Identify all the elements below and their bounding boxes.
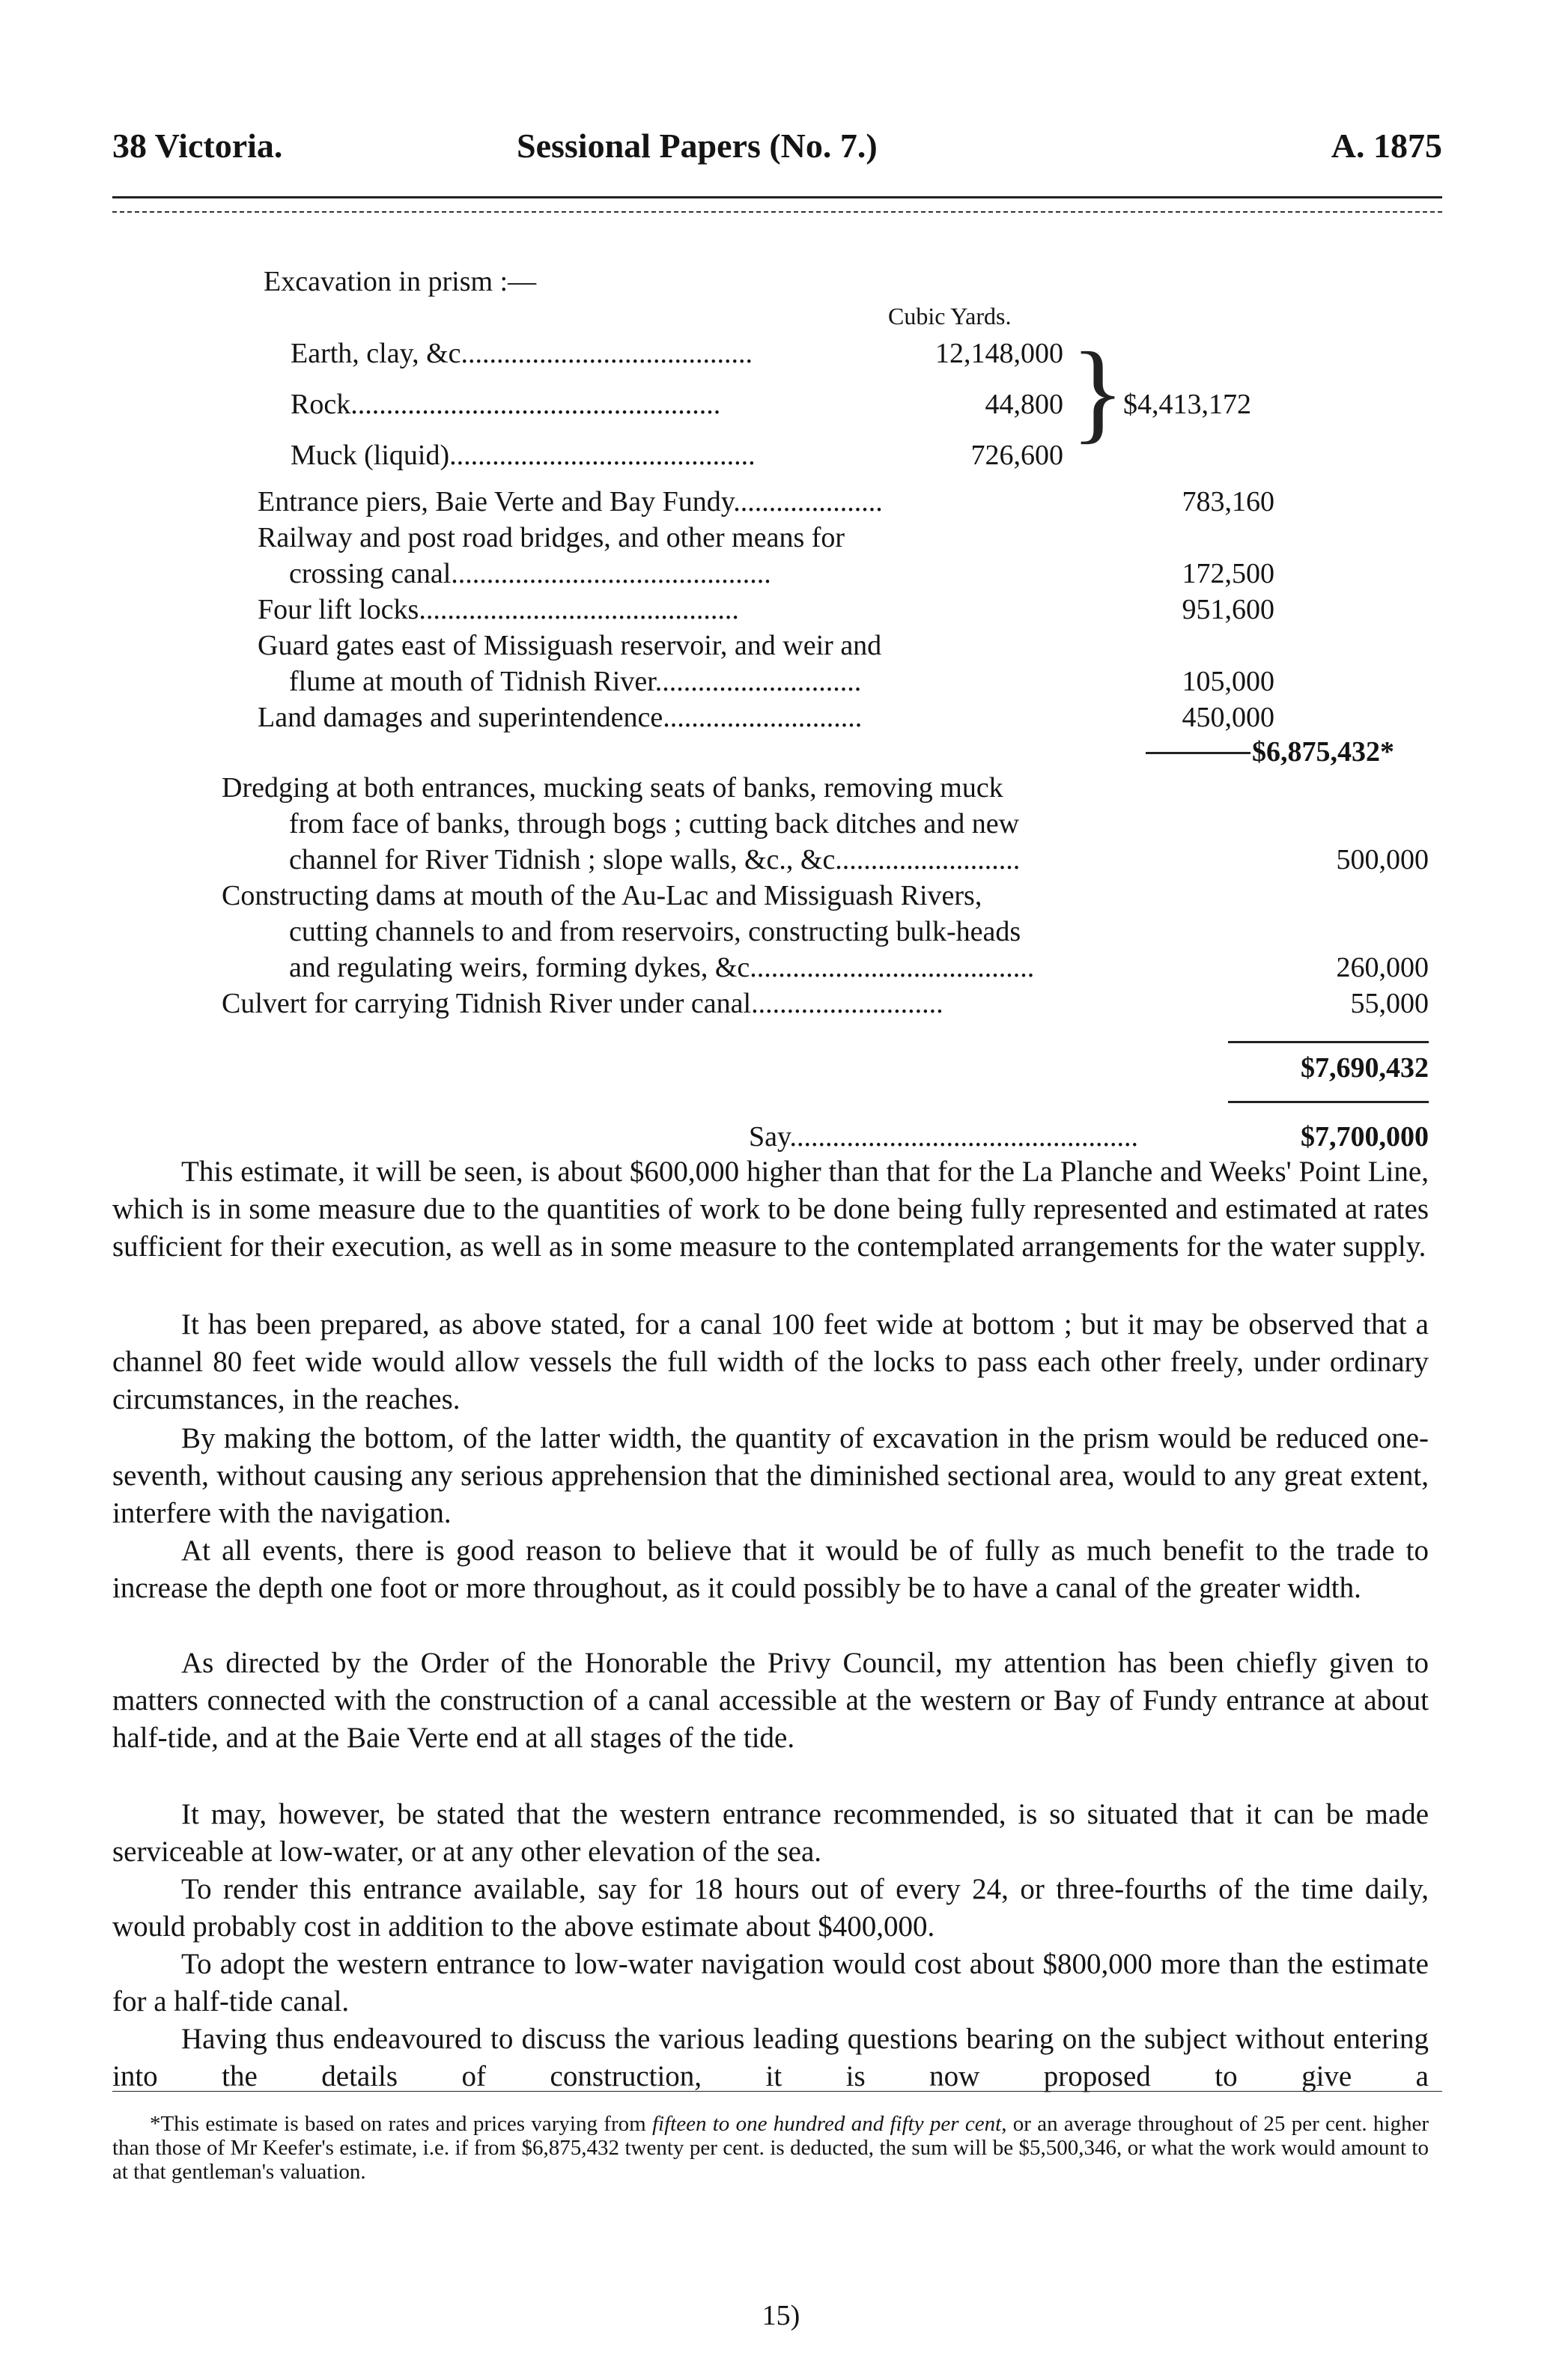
estimate-heading: Excavation in prism :—: [264, 266, 537, 297]
item-amount: 783,160: [1182, 486, 1274, 517]
prism-label: Rock....................................................: [291, 389, 721, 420]
say-label: Say.................................................: [749, 1121, 1139, 1153]
item-label: Entrance piers, Baie Verte and Bay Fundy.....................: [258, 486, 883, 517]
prism-label: Earth, clay, &c.........................................: [291, 338, 753, 369]
total: $7,690,432: [1301, 1052, 1429, 1084]
running-header: [112, 126, 1442, 171]
paragraph: It may, however, be stated that the western entrance recommended, is so situated that it can be made serviceable at low-water, or at any other elevation of the sea.: [112, 1798, 1429, 1868]
paragraph: Having thus endeavoured to discuss the various leading questions bearing on the subject without entering into the details of construction, it is now proposed to give a: [112, 2023, 1429, 2092]
header-year: A. 1875: [1331, 127, 1442, 165]
item-label: crossing canal.............................................: [289, 558, 771, 589]
paragraph: This estimate, it will be seen, is about $600,000 higher than that for the La Planche and Weeks' Point Line, which is in some measure due to the quantities of work to be done being fully represented and estimated at rates sufficient for their execution, as well as in some measure to the contemplated arrangements for the water supply.: [112, 1156, 1429, 1263]
footnote-lead: *This estimate is based on rates and prices varying from: [150, 2112, 652, 2136]
paragraph: To adopt the western entrance to low-water navigation would cost about $800,000 more than the estimate for a half-tide canal.: [112, 1948, 1429, 2018]
footnote-rest: , or an average throughout of 25 per cent. higher than those of Mr Keefer's estimate, i.e. if from $6,875,432 twenty per cent. is deducted, the sum will be $5,500,346, or what the work would amount to at that gentleman's valuation.: [112, 2112, 1429, 2184]
prism-brace: }: [1071, 330, 1125, 454]
extra-amount: 500,000: [1336, 844, 1429, 875]
paragraph: To render this entrance available, say for 18 hours out of every 24, or three-fourths of the time daily, would probably cost in addition to the above estimate about $400,000.: [112, 1873, 1429, 1943]
item-label: Land damages and superintendence............................: [258, 702, 863, 733]
footnote: [112, 2112, 1429, 2184]
extra-line: Constructing dams at mouth of the Au-Lac and Missiguash Rivers,: [222, 880, 982, 911]
subtotal: $6,875,432*: [1252, 736, 1394, 768]
prism-qty: 44,800: [985, 389, 1063, 420]
item-amount: 951,600: [1182, 594, 1274, 625]
prism-qty: 12,148,000: [935, 338, 1063, 369]
prism-label: Muck (liquid)...........................................: [291, 440, 756, 471]
item-label: Four lift locks.............................................: [258, 594, 739, 625]
prism-qty: 726,600: [970, 440, 1063, 471]
header-session: 38 Victoria.: [112, 127, 283, 165]
footnote-italic: fifteen to one hundred and fifty per cent: [651, 2112, 1002, 2136]
footnote-rule: [112, 2091, 1442, 2092]
extra-amount: 260,000: [1336, 952, 1429, 983]
header-rule: [112, 196, 1442, 198]
item-label: Guard gates east of Missiguash reservoir, and weir and: [258, 630, 882, 661]
extra-line: Culvert for carrying Tidnish River under canal...........................: [222, 988, 943, 1019]
header-title: Sessional Papers (No. 7.): [517, 127, 878, 165]
item-label: flume at mouth of Tidnish River.............................: [289, 666, 862, 697]
header-rule-dashed: [112, 211, 1442, 213]
paragraph: It has been prepared, as above stated, for a canal 100 feet wide at bottom ; but it may be observed that a channel 80 feet wide would allow vessels the full width of the locks to pass each other freely, under ordinary circumstances, in the reaches.: [112, 1308, 1429, 1415]
extra-line: channel for River Tidnish ; slope walls, &c., &c..........................: [289, 844, 1021, 875]
paragraph: As directed by the Order of the Honorable the Privy Council, my attention has been chiefly given to matters connected with the construction of a canal accessible at the western or Bay of Fundy entrance at about half-tide, and at the Baie Verte end at all stages of the tide.: [112, 1647, 1429, 1754]
paragraph: By making the bottom, of the latter width, the quantity of excavation in the prism would be reduced one-seventh, without causing any serious apprehension that the diminished sectional area, would to any great extent, interfere with the navigation.: [112, 1422, 1429, 1529]
item-amount: 450,000: [1182, 702, 1274, 733]
total-rule-bottom: [1228, 1101, 1429, 1103]
item-amount: 105,000: [1182, 666, 1274, 697]
total-rule-top: [1228, 1041, 1429, 1043]
extra-line: from face of banks, through bogs ; cutting back ditches and new: [289, 808, 1020, 840]
page-number: 15): [762, 2300, 800, 2331]
item-label: Railway and post road bridges, and other means for: [258, 522, 845, 553]
paragraph: At all events, there is good reason to believe that it would be of fully as much benefit to the trade to increase the depth one foot or more throughout, as it could possibly be to have a canal of the greater width.: [112, 1534, 1429, 1604]
extra-line: and regulating weirs, forming dykes, &c........................................: [289, 952, 1035, 983]
extra-amount: 55,000: [1350, 988, 1429, 1019]
unit-label: Cubic Yards.: [888, 303, 1012, 330]
prism-total: $4,413,172: [1123, 389, 1251, 420]
say-amount: $7,700,000: [1301, 1121, 1429, 1153]
extra-line: Dredging at both entrances, mucking seats of banks, removing muck: [222, 772, 1003, 804]
extra-line: cutting channels to and from reservoirs, constructing bulk-heads: [289, 916, 1021, 947]
item-amount: 172,500: [1182, 558, 1274, 589]
